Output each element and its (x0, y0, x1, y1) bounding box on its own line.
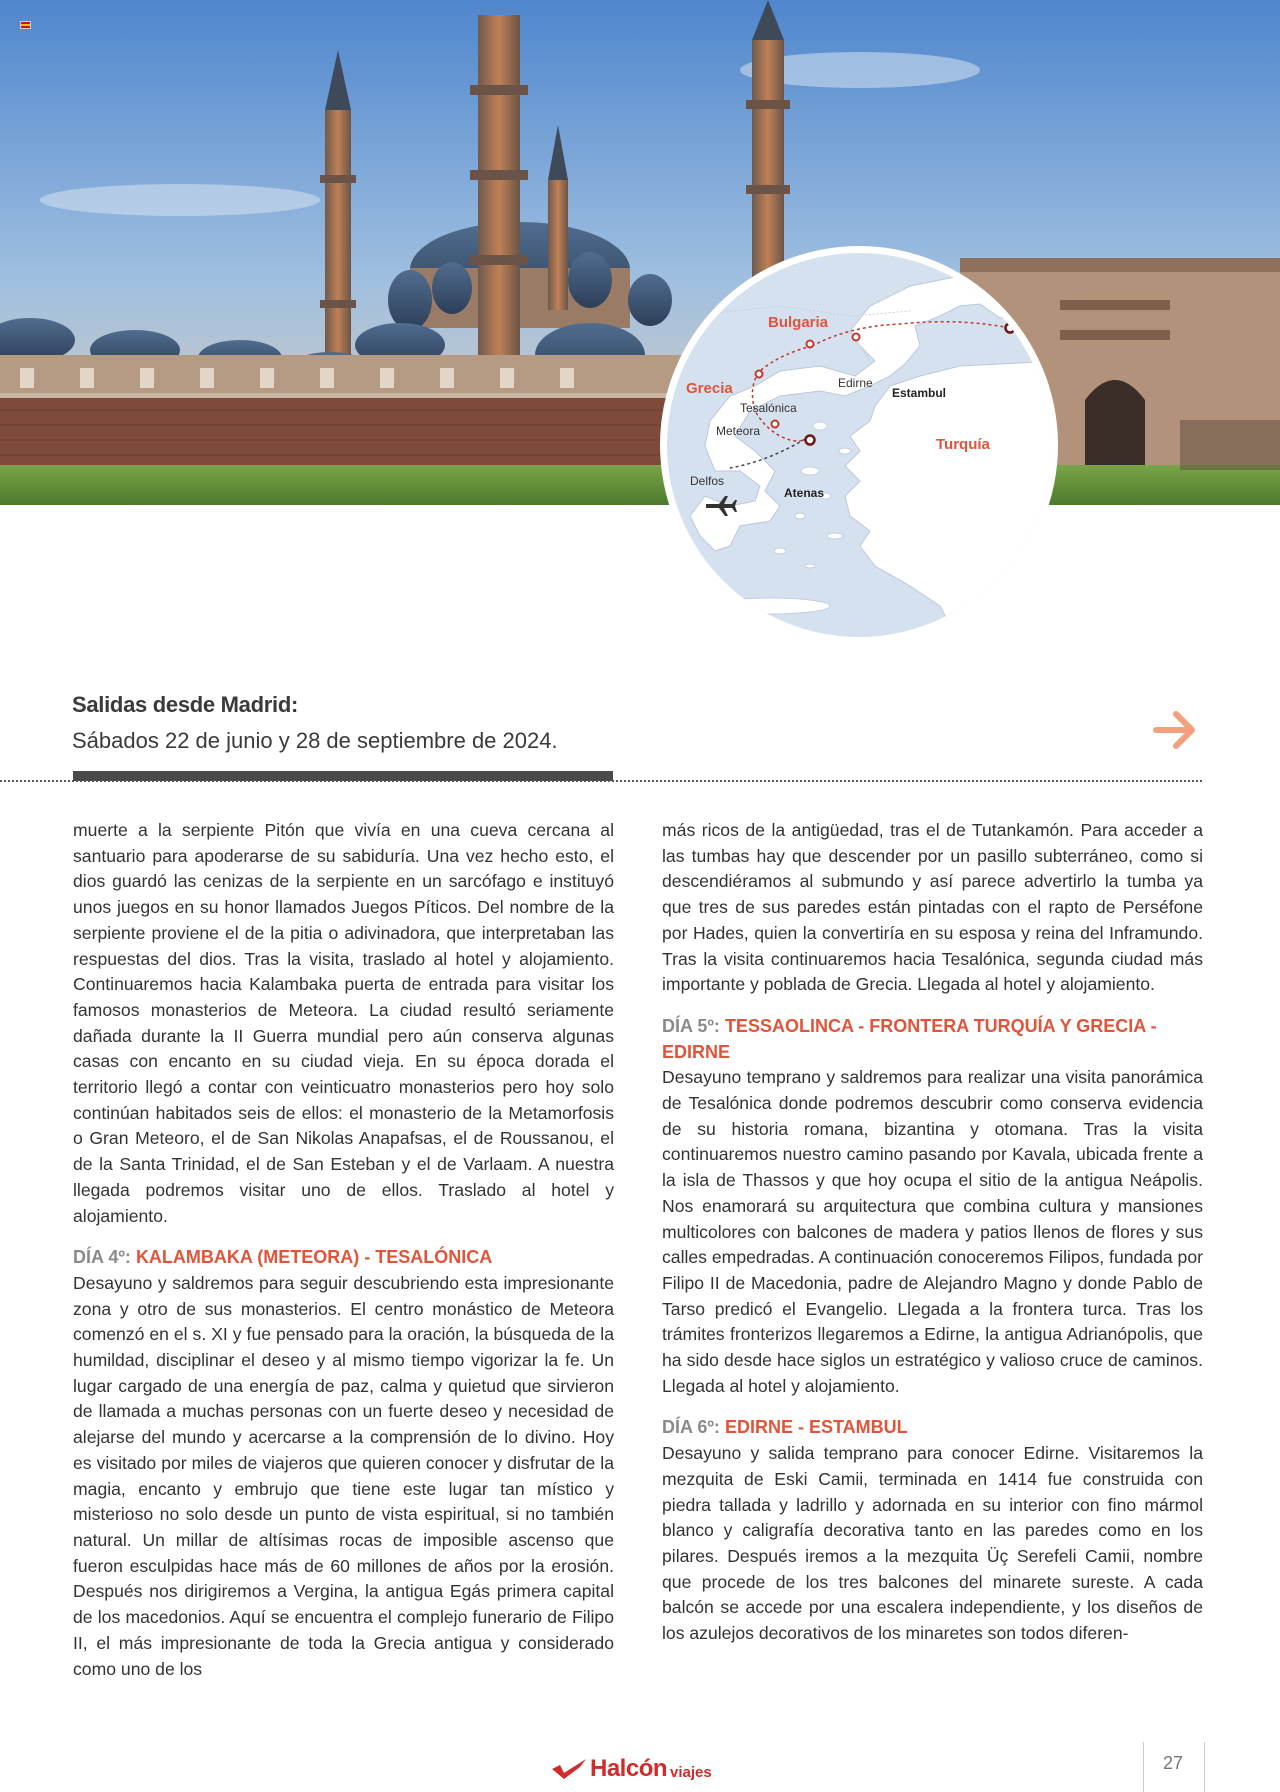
map-label-bulgaria: Bulgaria (768, 314, 829, 331)
halcon-logo-icon (550, 1757, 590, 1781)
map-label-meteora: Meteora (716, 424, 761, 438)
map-label-turquia: Turquía (936, 436, 990, 453)
paragraph-delfos-meteora: muerte a la serpiente Pitón que vivía en una cueva cercana al santuario para apoderarse de su sabiduría. Una vez hecho esto, el dios guardó las cenizas de la serpiente en un sarcófago e instituyó unos juegos en su honor llamados Juegos Píticos. Del nombre de la serpiente proviene el de la pitia o adivinadora, que interpretaban las respuestas del dios. Tras la visita, traslado al hotel y alojamiento. Continuaremos hacia Kalambaka puerta de entrada para visitar los famosos monasterios de Meteora. La ciudad resultó seriamente dañada durante la II Guerra mundial pero aún conserva algunas casas con encanto en su ciudad vieja. En su época dorada el territorio llegó a contar con veinticuatro monasterios pero hoy solo continúan habitados seis de ellos: el monasterio de la Metamorfosis o Gran Meteoro, el de San Nikolas Anapafsas, el de Roussanou, el de la Santa Trinidad, el de San Esteban y el de Varlaam. A nuestra llegada podremos visitar uno de ellos. Traslado al hotel y alojamiento. (73, 820, 614, 1226)
hero-photo-selimiye-mosque (0, 0, 1280, 505)
day-heading-6 (662, 1415, 1203, 1441)
departures-dates: Sábados 22 de junio y 28 de septiembre de 2024. (72, 728, 558, 753)
paragraph-day-6: Desayuno y salida temprano para conocer Edirne. Visitaremos la mezquita de Eski Camii, terminada en 1414 fue construida con piedra tallada y ladrillo y adornada en su interior con fino mármol blanco y caligrafía decorativa tanto en las paredes como en los pilares. Después iremos a la mezquita Üç Serefeli Camii, nombre que procede de los tres balcones del minarete sureste. A cada balcón se accede por una escalera independiente, y los diseños de los azulejos decorativos de los minaretes son todos diferen- (662, 1443, 1203, 1644)
map-label-atenas: Atenas (784, 486, 825, 500)
map-label-edirne: Edirne (838, 376, 873, 390)
route-map (660, 246, 1058, 644)
paragraph-day-5: Desayuno temprano y saldremos para realizar una visita panorámica de Tesalónica donde podremos descubrir como conserva evidencia de su historia romana, bizantina y otomana. Tras la visita continuaremos nuestro camino pasando por Kavala, ubicada frente a la isla de Thassos y que hoy ocupa el sitio de la antigua Neápolis. Nos enamorará su arquitectura que combina cultura y mansiones multicolores con balcones de madera y patios llenos de flores y sus calles empedradas. A continuación conoceremos Filipos, fundada por Filipo II de Macedonia, padre de Alejandro Magno y donde Pablo de Tarso predicó el Evangelio. Llegada a la frontera turca. Tras los trámites fronterizos llegaremos a Edirne, la antigua Adrianópolis, que ha sido desde hace siglos un estratégico y valioso cruce de caminos. Llegada al hotel y alojamiento. (662, 1067, 1203, 1396)
map-label-estambul: Estambul (892, 386, 947, 400)
dotted-divider (0, 780, 1202, 782)
day-number: DÍA 5º: (662, 1015, 720, 1036)
flag-icon (20, 21, 31, 29)
paragraph-vergina-tesalonica: más ricos de la antigüedad, tras el de Tutankamón. Para acceder a las tumbas hay que descender por un pasillo subterráneo, como si descendiéramos al submundo y así parece advertirlo la tumba ya que tres de sus paredes están pintadas con el rapto de Perséfone por Hades, quien la convertiría en su esposa y reina del Inframundo. Tras la visita continuaremos hacia Tesalónica, segunda ciudad más importante y poblada de Grecia. Llegada al hotel y alojamiento. (662, 820, 1203, 995)
logo-brand-text: Halcón (590, 1755, 668, 1782)
day-route: KALAMBAKA (METEORA) - TESALÓNICA (135, 1247, 493, 1268)
departures-title: Salidas desde Madrid: (72, 692, 298, 717)
map-label-grecia: Grecia (686, 380, 733, 397)
route-map-graphic (660, 246, 1058, 644)
day-heading-5 (662, 1014, 1203, 1065)
logo-sub-text: viajes (670, 1763, 712, 1781)
right-text-column (662, 818, 1203, 1647)
left-text-column (73, 818, 614, 1682)
mosque-illustration (0, 0, 1280, 505)
day-number: DÍA 4º: (73, 1247, 131, 1268)
map-label-tesalonica: Tesalónica (740, 401, 797, 415)
day-route: EDIRNE - ESTAMBUL (724, 1417, 908, 1438)
paragraph-day-4: Desayuno y saldremos para seguir descubriendo esta impresionante zona y otro de sus monasterios. El centro monástico de Meteora comenzó en el s. XI y fue pensado para la oración, la búsqueda de la humildad, disciplinar el deseo y al mismo tiempo vigorizar la fe. Un lugar cargado de una energía de paz, calma y quietud que sirvieron de llamada a muchas personas con un fuerte deseo y necesidad de alejarse del mundo y acercarse a la comprensión de lo divino. Hoy es visitado por miles de viajeros que quieren conocer y disfrutar de la magia, encanto y embrujo que tiene este lugar tan místico y misterioso no solo desde un punto de vista espiritual, si no también natural. Un millar de altísimas rocas de imposible ascenso que fueron esculpidas hace más de 60 millones de años por la erosión. Después nos dirigiremos a Vergina, la antigua Egás primera capital de los macedonios. Aquí se encuentra el complejo funerario de Filipo II, el más impresionante de toda la Grecia antigua y considerado como uno de los (73, 1272, 614, 1679)
arrow-right-icon[interactable] (1152, 706, 1200, 754)
page-number: 27 (1163, 1753, 1184, 1773)
map-label-delfos: Delfos (690, 474, 725, 488)
day-number: DÍA 6º: (662, 1417, 720, 1438)
minaret-center (470, 15, 528, 355)
day-route: TESSAOLINCA - FRONTERA TURQUÍA Y GRECIA - EDIRNE (662, 1015, 1157, 1062)
day-heading-4 (73, 1245, 614, 1271)
halcon-viajes-logo[interactable] (550, 1754, 712, 1784)
